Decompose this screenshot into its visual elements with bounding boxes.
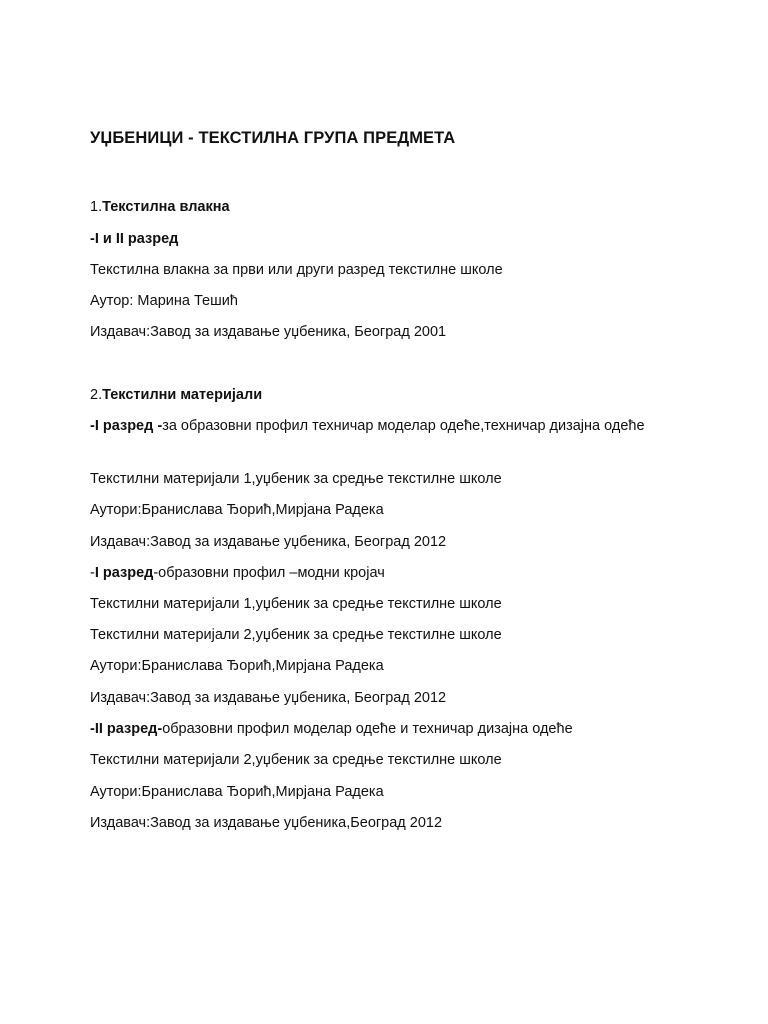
grade-1b-book-1: Текстилни материјали 1,уџбеник за средње текстилне школе [90, 596, 502, 612]
section-1-book: Текстилна влакна за први или други разред текстилне школе [90, 262, 503, 278]
grade-1a-publisher: Издавач:Завод за издавање уџбеника, Београд 2012 [90, 534, 447, 550]
grade-1b-profile: -образовни профил –модни кројач [153, 565, 385, 581]
section-1-heading [90, 197, 680, 217]
grade-1a-authors: Аутори:Бранислава Ђорић,Мирјана Радека [90, 502, 384, 518]
page-title: УЏБЕНИЦИ - ТЕКСТИЛНА ГРУПА ПРЕДМЕТА [90, 129, 456, 147]
section-2-title: Текстилни материјали [102, 387, 263, 403]
grade-2-book: Текстилни материјали 2,уџбеник за средње текстилне школе [90, 752, 502, 768]
section-1-number: 1. [90, 199, 103, 215]
section-1-grade: -I и II разред [90, 231, 179, 247]
grade-2-publisher: Издавач:Завод за издавање уџбеника,Београд 2012 [90, 815, 443, 831]
grade-1b-line [90, 563, 680, 583]
section-1-publisher: Издавач:Завод за издавање уџбеника, Београд 2001 [90, 324, 447, 340]
grade-1a-profile: за образовни профил техничар моделар одеће,техничар дизајна одеће [162, 418, 645, 434]
grade-2-label: -II разред- [90, 721, 163, 737]
grade-1a-label: -I разред - [90, 418, 163, 434]
grade-1b-book-2: Текстилни материјали 2,уџбеник за средње текстилне школе [90, 627, 502, 643]
grade-1b-authors: Аутори:Бранислава Ђорић,Мирјана Радека [90, 658, 384, 674]
section-2-heading [90, 385, 680, 405]
grade-2-line [90, 719, 680, 739]
grade-1b-dash: - [90, 565, 95, 581]
section-2-number: 2. [90, 387, 103, 403]
section-1-title: Текстилна влакна [102, 199, 230, 215]
grade-1b-publisher: Издавач:Завод за издавање уџбеника, Београд 2012 [90, 690, 447, 706]
section-1-author: Аутор: Марина Тешић [90, 293, 238, 309]
grade-1b-label: I разред [94, 565, 154, 581]
grade-2-profile: образовни профил моделар одеће и техничар дизајна одеће [162, 721, 573, 737]
grade-1a-book: Текстилни материјали 1,уџбеник за средње текстилне школе [90, 471, 502, 487]
grade-2-authors: Аутори:Бранислава Ђорић,Мирјана Радека [90, 784, 384, 800]
grade-1a-line [90, 416, 680, 436]
